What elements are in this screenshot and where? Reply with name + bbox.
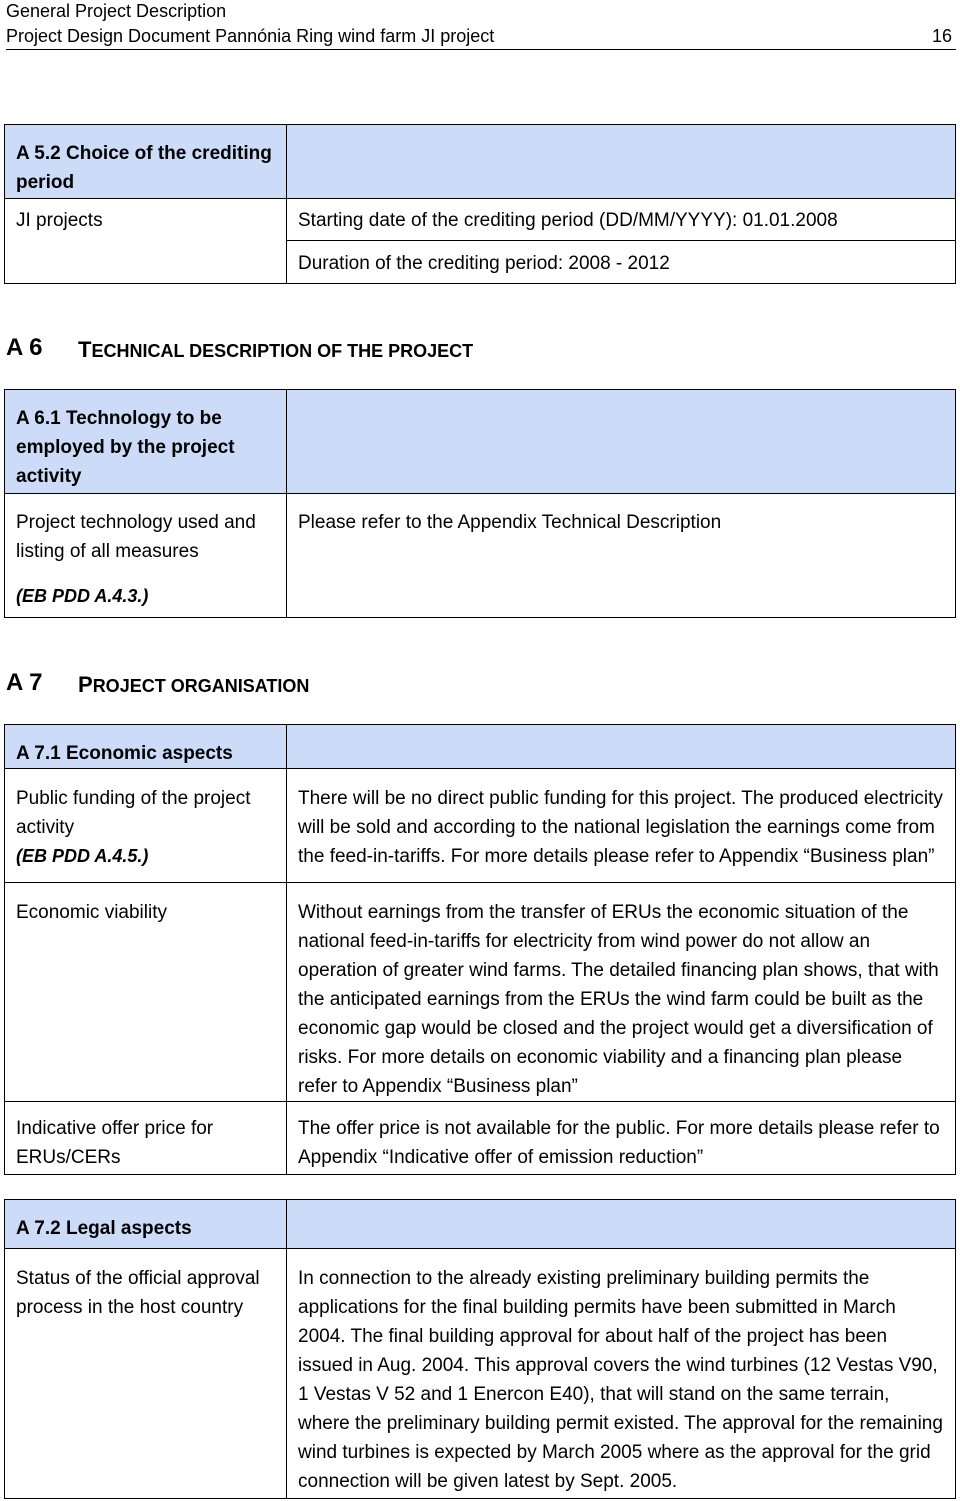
public-funding-label-cell bbox=[5, 769, 287, 883]
economic-aspects-heading: A 7.1 Economic aspects bbox=[5, 725, 287, 769]
technology-heading: A 6.1 Technology to be employed by the project activity bbox=[5, 390, 287, 494]
crediting-period-heading: A 5.2 Choice of the crediting period bbox=[5, 125, 287, 199]
legal-aspects-table bbox=[4, 1199, 956, 1499]
technology-value: Please refer to the Appendix Technical Description bbox=[287, 494, 956, 618]
section-a6-number: A 6 bbox=[6, 334, 43, 361]
technology-heading-blank bbox=[287, 390, 956, 494]
public-funding-reference: (EB PDD A.4.5.) bbox=[16, 846, 149, 866]
economic-aspects-heading-blank bbox=[287, 725, 956, 769]
offer-price-value: The offer price is not available for the public. For more details please refer to Appendix “Indicative offer of emission reduction” bbox=[287, 1102, 956, 1175]
crediting-period-table bbox=[4, 124, 956, 284]
legal-aspects-heading: A 7.2 Legal aspects bbox=[5, 1200, 287, 1249]
economic-aspects-table bbox=[4, 724, 956, 1175]
technology-reference: (EB PDD A.4.3.) bbox=[16, 586, 149, 606]
header-document-type: General Project Description bbox=[6, 1, 227, 21]
ji-projects-label: JI projects bbox=[5, 199, 287, 284]
technology-label-cell bbox=[5, 494, 287, 618]
section-a7-number: A 7 bbox=[6, 669, 43, 696]
section-a6-title: TECHNICAL DESCRIPTION OF THE PROJECT bbox=[78, 337, 474, 362]
crediting-period-heading-blank bbox=[287, 125, 956, 199]
economic-viability-label: Economic viability bbox=[5, 883, 287, 1102]
public-funding-value: There will be no direct public funding for this project. The produced electricity will be sold and according to the national legislation the earnings come from the feed-in-tariffs. For more details please refer to Appendix “Business plan” bbox=[287, 769, 956, 883]
approval-status-value: In connection to the already existing preliminary building permits the applications for the final building permits have been submitted in March 2004. The final building approval for about half of the project has been issued in Aug. 2004. This approval covers the wind turbines (12 Vestas V90, 1 Vestas V 52 and 1 Enercon E40), that will stand on the same terrain, where the preliminary building permit existed. The approval for the remaining wind turbines is expected by March 2005 where as the approval for the grid connection will be given latest by Sept. 2005. bbox=[287, 1249, 956, 1499]
crediting-duration: Duration of the crediting period: 2008 - 2012 bbox=[287, 241, 956, 284]
offer-price-label: Indicative offer price for ERUs/CERs bbox=[5, 1102, 287, 1175]
legal-aspects-heading-blank bbox=[287, 1200, 956, 1249]
section-a7-title: PROJECT ORGANISATION bbox=[78, 672, 310, 697]
page-number: 16 bbox=[931, 26, 952, 46]
crediting-start-date: Starting date of the crediting period (DD/MM/YYYY): 01.01.2008 bbox=[287, 199, 956, 241]
page-header bbox=[6, 0, 956, 50]
economic-viability-value: Without earnings from the transfer of ERUs the economic situation of the national feed-in-tariffs for electricity from wind power do not allow an operation of greater wind farms. The detailed financing plan shows, that with the anticipated earnings from the ERUs the wind farm could be built as the economic gap would be closed and the project would get a diversification of risks. For more details on economic viability and a financing plan please refer to Appendix “Business plan” bbox=[287, 883, 956, 1102]
technology-table bbox=[4, 389, 956, 618]
public-funding-label: Public funding of the project activity bbox=[16, 788, 251, 838]
technology-label: Project technology used and listing of all measures bbox=[16, 512, 256, 562]
approval-status-label: Status of the official approval process in the host country bbox=[5, 1249, 287, 1499]
header-document-title: Project Design Document Pannónia Ring wind farm JI project bbox=[6, 26, 495, 46]
